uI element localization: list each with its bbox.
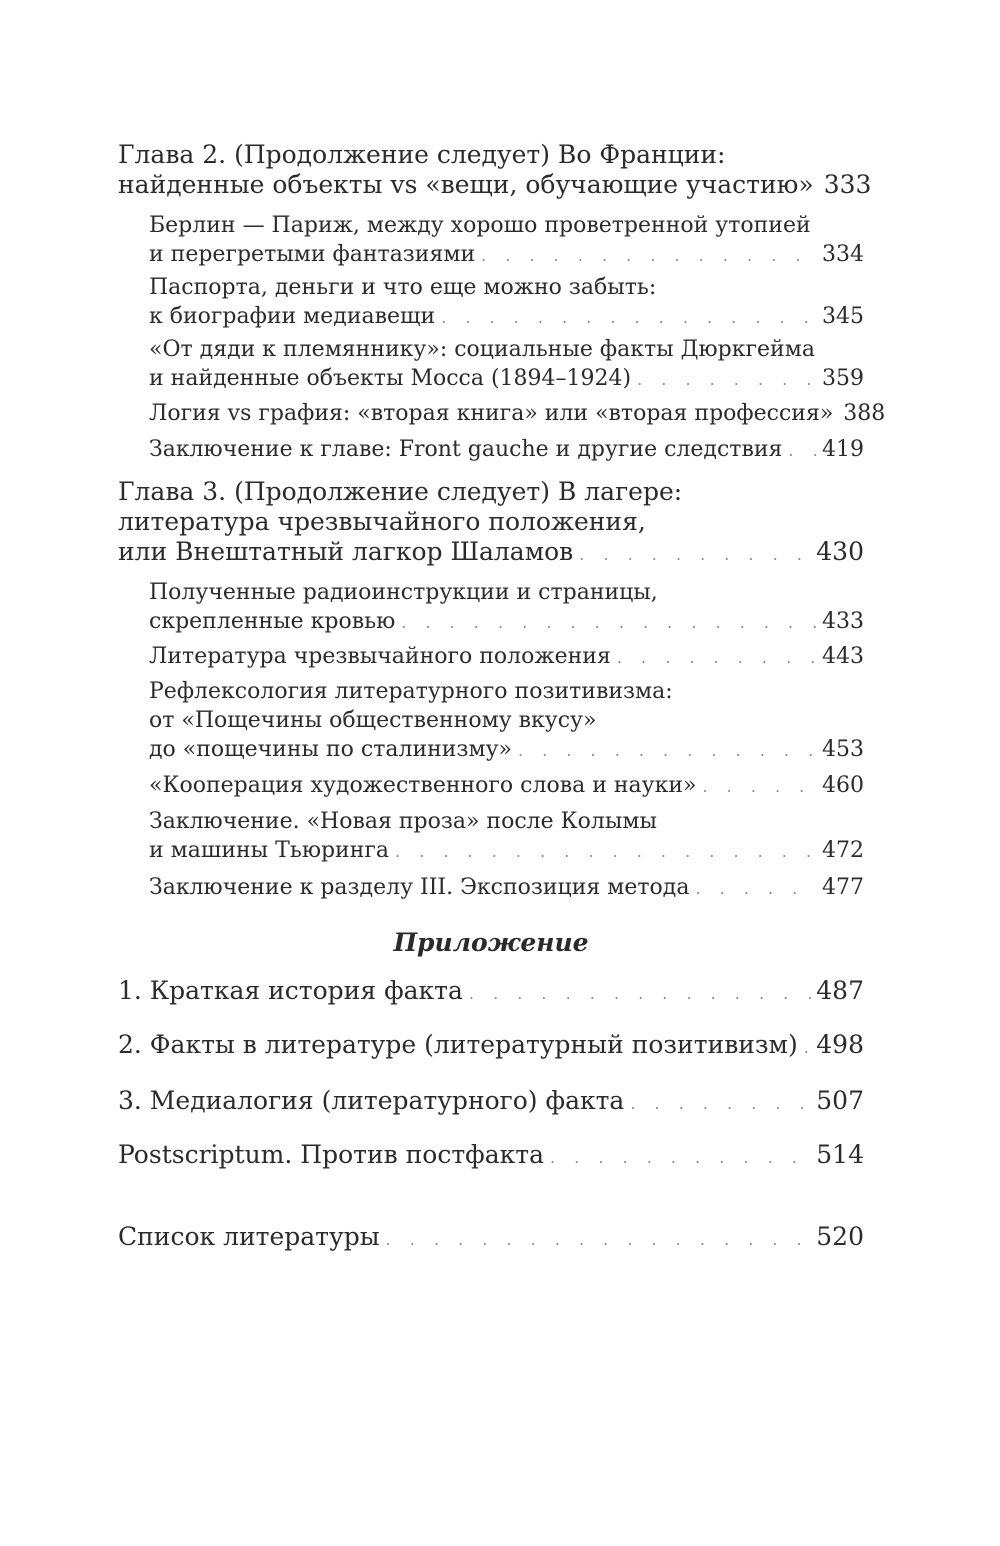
chapter-title-line: Глава 3. (Продолжение следует) В лагере: [118,477,683,506]
toc-appendix-item [118,1085,864,1119]
section-title-line: «От дяди к племяннику»: социальные факты Дюркгейма [149,337,815,362]
section-title-line: Полученные радиоинструкции и страницы, [149,580,658,605]
dot-leader [395,837,818,866]
toc-section [149,642,864,672]
section-title-line: Логия vs графия: «вторая книга» или «вторая профессия» [149,401,834,426]
page-number: 419 [822,437,864,462]
page-number: 345 [822,304,864,329]
section-title-line: от «Пощечины общественному вкусу» [149,708,597,733]
dot-leader [401,608,818,637]
dot-leader [386,1224,813,1255]
page-number: 433 [822,609,864,634]
bibliography-title: Список литературы [118,1222,380,1251]
toc-section [149,807,864,866]
page-number: 334 [822,242,864,267]
dot-leader [788,436,818,465]
page-number: 472 [822,838,864,863]
page-number: 388 [843,401,886,426]
toc-appendix-item [118,975,864,1009]
page-number: 498 [816,1030,864,1059]
section-title-line: Берлин — Париж, между хорошо проветренной утопией [149,213,811,238]
toc-section [149,435,864,465]
dot-leader [617,643,818,672]
chapter-title-line: Глава 2. (Продолжение следует) Во Франции: [118,140,726,169]
dot-leader [695,874,818,903]
toc-section [149,771,864,801]
section-title-line: Рефлексология литературного позитивизма: [149,679,673,704]
page-number: 359 [822,366,864,391]
section-title-line: скрепленные кровью [149,609,396,634]
appendix-heading: Приложение [393,928,589,957]
chapter-title-line: литература чрезвычайного положения, [118,507,646,536]
chapter-title-line: или Внештатный лагкор Шаламов [118,537,574,566]
toc-section [149,873,864,903]
section-title-line: «Кооперация художественного слова и науки» [149,773,697,798]
section-title-line: до «пощечины по сталинизму» [149,737,512,762]
table-of-contents [118,140,886,1255]
toc-section [149,211,864,270]
toc-section [149,578,864,637]
page-number: 333 [823,170,872,199]
toc-section [149,399,886,429]
section-title-line: Паспорта, деньги и что еще можно забыть: [149,275,657,300]
section-title-line: к биографии медиавещи [149,304,436,329]
page-number: 460 [822,773,864,798]
dot-leader [481,241,818,270]
toc-section [149,677,864,765]
toc-chapter-2 [118,140,872,203]
section-title-line: Заключение к разделу III. Экспозиция метода [149,875,690,900]
section-title-line: Литература чрезвычайного положения [149,644,611,669]
dot-leader [518,736,818,765]
toc-bibliography [118,1221,864,1255]
page-number: 487 [816,976,864,1005]
dot-leader [630,1088,812,1119]
appendix-title: 1. Краткая история факта [118,976,463,1005]
section-title-line: Заключение к главе: Front gauche и другие следствия [149,437,783,462]
toc-appendix-item [118,1139,864,1173]
dot-leader [702,772,818,801]
page-number: 507 [816,1086,864,1115]
dot-leader [579,540,812,570]
page-number: 477 [822,875,864,900]
page-number: 443 [822,644,864,669]
section-title-line: и найденные объекты Мосса (1894–1924) [149,366,632,391]
section-title-line: Заключение. «Новая проза» после Колымы [149,809,658,834]
page-number: 520 [816,1222,864,1251]
section-title-line: и перегретыми фантазиями [149,242,476,267]
dot-leader [804,1032,813,1063]
page-number: 430 [816,537,864,566]
section-title-line: и машины Тьюринга [149,838,390,863]
toc-chapter-3 [118,477,864,570]
appendix-title: 2. Факты в литературе (литературный позитивизм) [118,1030,798,1059]
toc-section [149,273,864,332]
dot-leader [469,978,812,1009]
page-number: 453 [822,737,864,762]
dot-leader [550,1142,812,1173]
dot-leader [637,365,818,394]
toc-appendix-item [118,1029,864,1063]
page-number: 514 [816,1140,864,1169]
dot-leader [441,303,818,332]
appendix-title: 3. Медиалогия (литературного) факта [118,1086,625,1115]
toc-section [149,335,864,394]
appendix-title: Postscriptum. Против постфакта [118,1140,545,1169]
chapter-title-line: найденные объекты vs «вещи, обучающие участию» [118,170,814,199]
